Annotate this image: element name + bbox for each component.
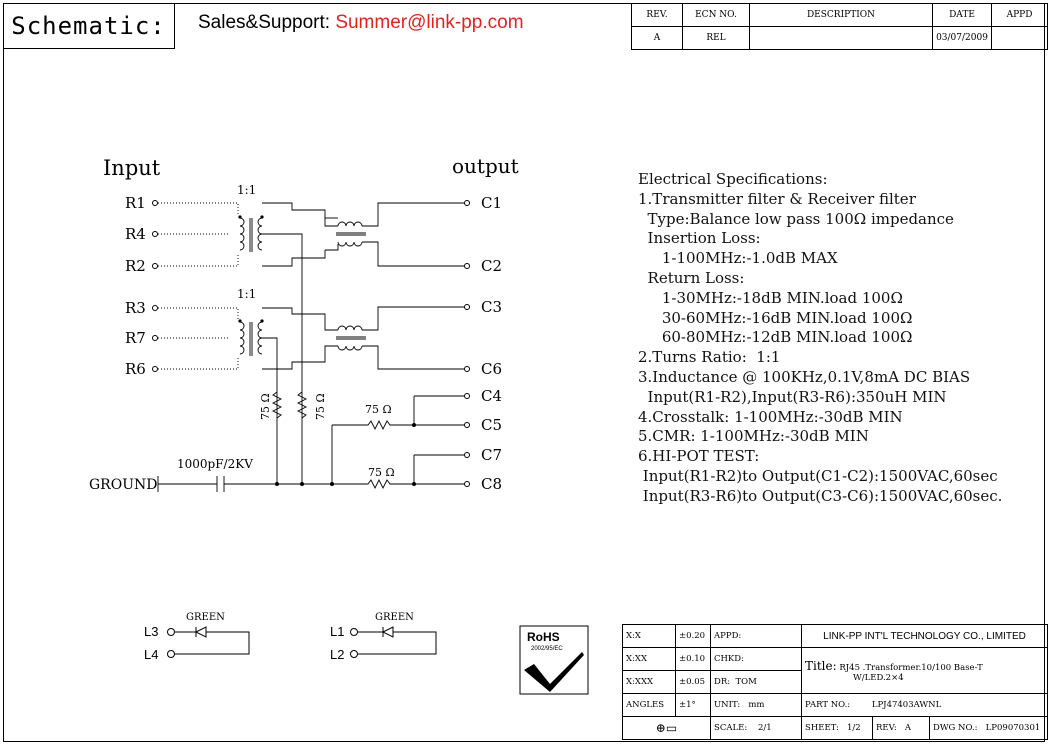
junction — [275, 482, 279, 486]
rev-value: A — [904, 723, 912, 733]
led-right-pin-bottom: L2 — [330, 647, 345, 662]
spec-line: 1-30MHz:-18dB MIN.load 100Ω — [638, 288, 903, 307]
unit-value: mm — [748, 700, 765, 710]
tol-x-value: ±0.20 — [676, 625, 711, 648]
pin-label-r6: R6 — [125, 360, 146, 378]
title-label: Title: — [805, 658, 837, 673]
resistor-c-label: 75 Ω — [365, 403, 392, 416]
title-block — [622, 624, 1048, 740]
dwg-no-value: LP09070301 — [985, 723, 1041, 733]
pin-label-c3: C3 — [481, 298, 503, 316]
resistor-a-label: 75 Ω — [259, 393, 272, 420]
rev-label: REV: — [876, 723, 897, 733]
pin-label-c7: C7 — [481, 446, 503, 464]
ratio-bottom-label: 1:1 — [237, 287, 257, 301]
junction — [412, 482, 416, 486]
sales-label: Sales&Support: — [198, 12, 336, 33]
pin-label-c1: C1 — [481, 194, 503, 212]
sheet-value: 1/2 — [847, 723, 861, 733]
pin-label-c6: C6 — [481, 360, 503, 378]
led-left-color: GREEN — [186, 612, 225, 623]
capacitor-label: 1000pF/2KV — [177, 457, 253, 471]
pin-c2 — [465, 264, 470, 269]
pin-c7 — [465, 453, 470, 458]
spec-line: Electrical Specifications: — [638, 170, 828, 188]
rev-cell: A — [632, 27, 683, 50]
input-label: Input — [103, 156, 161, 180]
spec-line: 30-60MHz:-16dB MIN.load 100Ω — [638, 308, 913, 327]
spec-line: 3.Inductance @ 100KHz,0.1V,8mA DC BIAS — [638, 367, 971, 386]
title-line2: W/LED.2×4 — [853, 672, 904, 683]
led-right-color: GREEN — [375, 612, 414, 623]
description-col-header: DESCRIPTION — [750, 4, 933, 27]
pin-c6 — [465, 367, 470, 372]
spec-line: Insertion Loss: — [638, 229, 761, 248]
ratio-top-label: 1:1 — [237, 183, 257, 197]
pin-r6 — [153, 367, 158, 372]
electrical-specifications — [638, 170, 1002, 507]
spec-line: 1-100MHz:-1.0dB MAX — [638, 249, 838, 268]
dwg-no-label: DWG NO.: — [933, 723, 978, 733]
tol-x-label: X:X — [623, 625, 676, 648]
pin-c4 — [465, 394, 470, 399]
led-left-pin-top: L3 — [144, 624, 159, 639]
date-col-header: DATE — [933, 4, 992, 27]
ground-label: GROUND — [89, 477, 158, 493]
unit-label: UNIT: — [714, 700, 741, 710]
pin-label-c8: C8 — [481, 475, 503, 493]
junction — [300, 482, 304, 486]
pin-label-r1: R1 — [125, 194, 146, 212]
output-label: output — [452, 154, 519, 178]
scale-value: 2/1 — [758, 723, 772, 733]
spec-line: 6.HI-POT TEST: — [638, 447, 760, 466]
pin-label-r7: R7 — [125, 329, 146, 347]
checkmark-icon — [524, 652, 584, 692]
projection-symbol-icon: ⊕▭ — [623, 717, 711, 740]
spec-line: 1.Transmitter filter & Receiver filter — [638, 189, 916, 208]
schematic-title: Schematic: — [3, 3, 175, 49]
title-line1: RJ45 .Transformer.10/100 Base-T — [839, 662, 983, 673]
led-left-pin-bottom: L4 — [144, 647, 159, 662]
tol-xx-label: X:XX — [623, 648, 676, 671]
rohs-subtitle: 2002/95/EC — [531, 646, 563, 652]
pin-c1 — [465, 201, 470, 206]
title-cell — [802, 648, 1048, 694]
led-left — [144, 612, 249, 662]
spec-line: 5.CMR: 1-100MHz:-30dB MIN — [638, 427, 869, 446]
angles-label: ANGLES — [623, 694, 676, 717]
junction — [330, 482, 334, 486]
wiring — [158, 203, 464, 492]
resistor-b-label: 75 Ω — [314, 393, 327, 420]
rev-col-header: REV. — [632, 4, 683, 27]
spec-line: Type:Balance low pass 100Ω impedance — [638, 209, 954, 228]
part-no-label: PART NO.: — [805, 700, 851, 710]
spec-line: 4.Crosstalk: 1-100MHz:-30dB MIN — [638, 407, 903, 426]
led-right — [330, 612, 436, 662]
spec-line: 2.Turns Ratio: 1:1 — [638, 348, 781, 367]
pin-label-c4: C4 — [481, 387, 503, 405]
appd-col-header: APPD — [992, 4, 1048, 27]
appd-label: APPD: — [711, 625, 802, 648]
ecn-cell: REL — [683, 27, 750, 50]
pin-r4 — [153, 232, 158, 237]
spec-line: Input(R3-R6)to Output(C3-C6):1500VAC,60sec. — [638, 486, 1003, 505]
pin-r1 — [153, 201, 158, 206]
sheet-label: SHEET: — [805, 723, 839, 733]
pin-c8 — [465, 482, 470, 487]
pin-label-r3: R3 — [125, 299, 146, 317]
pin-label-c2: C2 — [481, 257, 503, 275]
date-cell: 03/07/2009 — [933, 27, 992, 50]
sales-email-link[interactable]: Summer@link-pp.com — [335, 12, 524, 33]
company-name: LINK-PP INT'L TECHNOLOGY CO., LIMITED — [802, 625, 1048, 648]
pin-label-r4: R4 — [125, 225, 146, 243]
pin-label-r2: R2 — [125, 257, 146, 275]
scale-label: SCALE: — [714, 723, 748, 733]
part-no-value: LPJ47403AWNL — [871, 700, 942, 710]
dr-value: TOM — [735, 677, 757, 687]
spec-line: 60-80MHz:-12dB MIN.load 100Ω — [638, 328, 913, 347]
pin-c5 — [465, 423, 470, 428]
resistor-d-label: 75 Ω — [368, 466, 395, 479]
pin-r7 — [153, 336, 158, 341]
pin-r3 — [153, 306, 158, 311]
junction — [412, 423, 416, 427]
tol-xxx-value: ±0.05 — [676, 671, 711, 694]
spec-line: Return Loss: — [638, 268, 745, 287]
pin-c3 — [465, 305, 470, 310]
dr-label: DR: — [714, 677, 731, 687]
ecn-col-header: ECN NO. — [683, 4, 750, 27]
spec-line: Input(R1-R2),Input(R3-R6):350uH MIN — [638, 387, 947, 406]
chkd-label: CHKD: — [711, 648, 802, 671]
rohs-logo — [520, 626, 588, 694]
pin-label-c5: C5 — [481, 416, 503, 434]
led-right-pin-top: L1 — [330, 624, 345, 639]
rohs-title: RoHS — [527, 630, 560, 644]
tol-xx-value: ±0.10 — [676, 648, 711, 671]
tol-xxx-label: X:XXX — [623, 671, 676, 694]
pin-r2 — [153, 264, 158, 269]
angles-value: ±1° — [676, 694, 711, 717]
spec-line: Input(R1-R2)to Output(C1-C2):1500VAC,60sec — [638, 466, 998, 485]
